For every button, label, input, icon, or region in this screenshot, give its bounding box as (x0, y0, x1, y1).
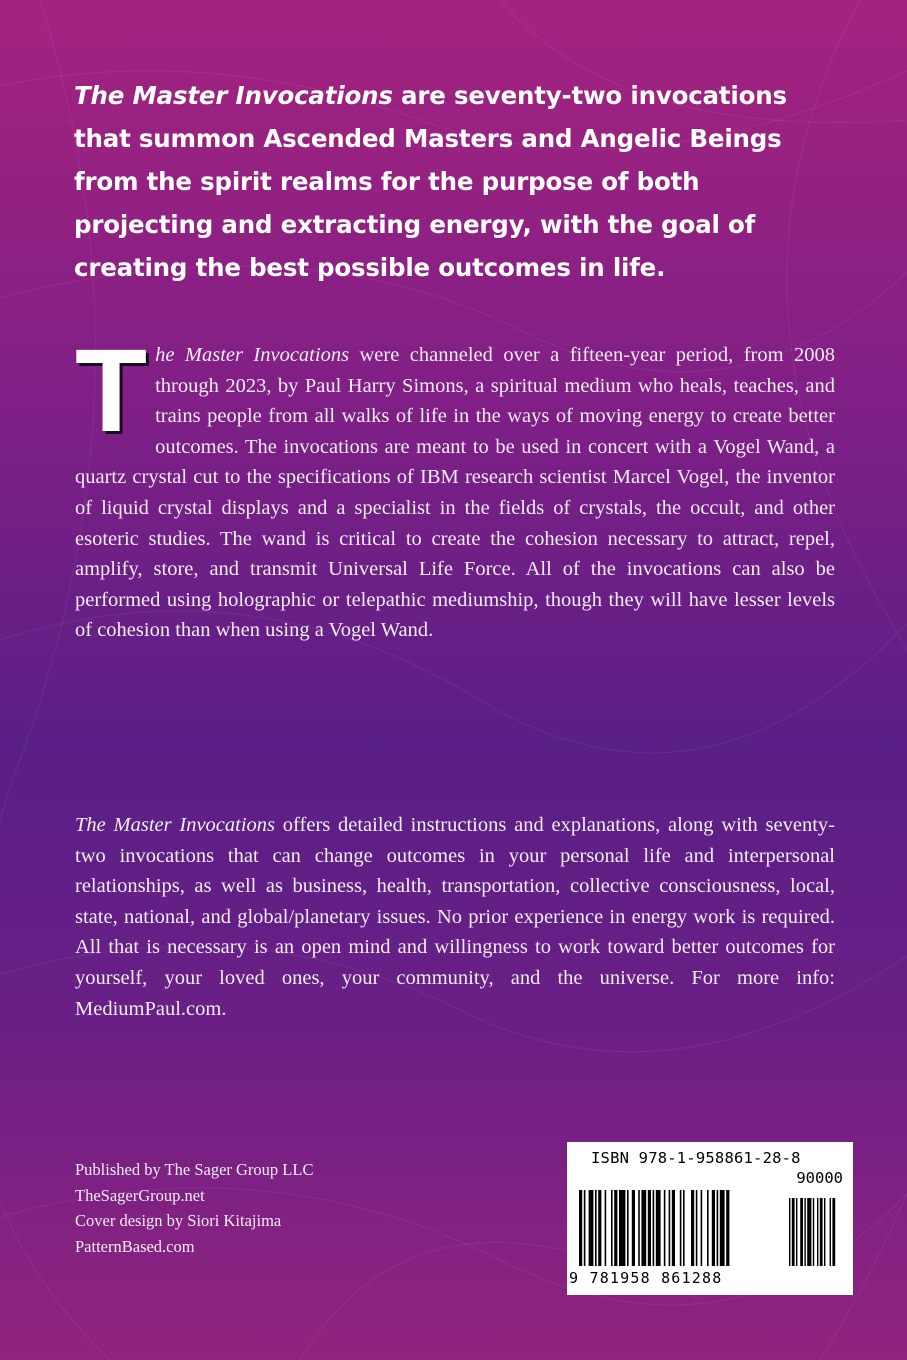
barcode-bar (656, 1190, 661, 1266)
description-paragraph-1 (75, 325, 835, 646)
barcode-bar (627, 1190, 629, 1266)
barcode-bar (579, 1190, 582, 1266)
barcode-bar (605, 1190, 607, 1266)
barcode-bar (619, 1190, 625, 1266)
barcode-addon-bar (817, 1198, 818, 1266)
barcode-bar (683, 1190, 685, 1266)
barcode-addon-bar (807, 1198, 811, 1266)
barcode-bar (648, 1190, 651, 1266)
blurb-book-title: The Master Invocations (74, 81, 393, 110)
barcode-bar (669, 1190, 671, 1266)
barcode-addon-bar (820, 1198, 823, 1266)
barcode-bar (664, 1190, 666, 1266)
barcode-digits: 9 781958 861288 (569, 1269, 723, 1287)
barcode-addon-bar (800, 1198, 803, 1266)
description-paragraph-2 (75, 810, 835, 1024)
designer-website: PatternBased.com (75, 1236, 195, 1256)
barcode-bar (641, 1190, 646, 1266)
publisher-website: TheSagerGroup.net (75, 1185, 205, 1205)
barcode-bar (614, 1190, 617, 1266)
barcode-bars (575, 1190, 845, 1270)
barcode-bar (589, 1190, 594, 1266)
barcode-bar (632, 1190, 635, 1266)
barcode-bar (595, 1190, 597, 1266)
paragraph1-text: were channeled over a fifteen-year period, from 2008 through 2023, by Paul Harry Simons, a spiritual medium who heals, teaches, and trains people from all walks of life in the ways of moving energy to create better outcomes. The invocations are meant to be used in concert with a Vogel Wand, a quartz crystal cut to the specifications of IBM research scientist Marcel Vogel, the inventor of liquid crystal displays and a specialist in the fields of crystals, the occult, and other esoteric studies. The wand is critical to create the cohesion necessary to attract, repel, amplify, store, and transmit Universal Life Force. All of the invocations can also be performed using holographic or telepathic mediumship, though they will have lesser levels of cohesion than when using a Vogel Wand. (75, 344, 835, 642)
barcode-addon-bar (796, 1198, 797, 1266)
barcode-bar (712, 1190, 715, 1266)
barcode-bar (726, 1190, 729, 1266)
barcode-bar (680, 1190, 682, 1266)
barcode-bar (638, 1190, 640, 1266)
barcode-bar (707, 1190, 709, 1266)
barcode-bar (691, 1190, 694, 1266)
publisher-line: Published by The Sager Group LLC (75, 1160, 314, 1179)
barcode-bar (717, 1190, 719, 1266)
barcode-addon-bar (830, 1198, 831, 1266)
barcode-bar (720, 1190, 725, 1266)
barcode-addon-bar (824, 1198, 825, 1266)
barcode-bar (672, 1190, 675, 1266)
barcode-addon-bar (832, 1198, 835, 1266)
barcode-bar (701, 1190, 703, 1266)
paragraph1-book-title: he Master Invocations (155, 344, 350, 366)
price-code: 90000 (796, 1169, 843, 1187)
barcode-addon-bar (789, 1198, 790, 1266)
barcode-bar (696, 1190, 698, 1266)
paragraph2-text: offers detailed instructions and explanations, along with seventy-two invocations that can change outcomes in your personal life and interpersonal relationships, as well as business, health, transportation, collective consciousness, local, state, national, and global/planetary issues. No prior experience in energy work is required. All that is necessary is an open mind and willingness to work toward better outcomes for yourself, your loved ones, your community, and the universe. For more info: MediumPaul.com. (75, 814, 835, 1020)
barcode-bar (598, 1190, 601, 1266)
barcode-bar (611, 1190, 613, 1266)
cover-design-credit: Cover design by Siori Kitajima (75, 1211, 282, 1230)
barcode-bar (653, 1190, 655, 1266)
barcode-addon-bar (813, 1198, 814, 1266)
paragraph2-book-title: The Master Invocations (75, 814, 276, 836)
isbn-barcode (567, 1142, 853, 1295)
isbn-label: ISBN 978-1-958861-28-8 (591, 1149, 801, 1167)
barcode-bar (584, 1190, 586, 1266)
publisher-credits (75, 1157, 455, 1259)
barcode-addon-bar (792, 1198, 795, 1266)
blurb-text: are seventy-two invocations that summon Ascended Masters and Angelic Beings from the spirit realms for the purpose of both projecting and extracting energy, with the goal of creating the best possible outcomes in life. (74, 81, 787, 282)
barcode-addon-bar (804, 1198, 805, 1266)
drop-cap: T (75, 325, 148, 457)
blurb-summary (74, 74, 834, 289)
